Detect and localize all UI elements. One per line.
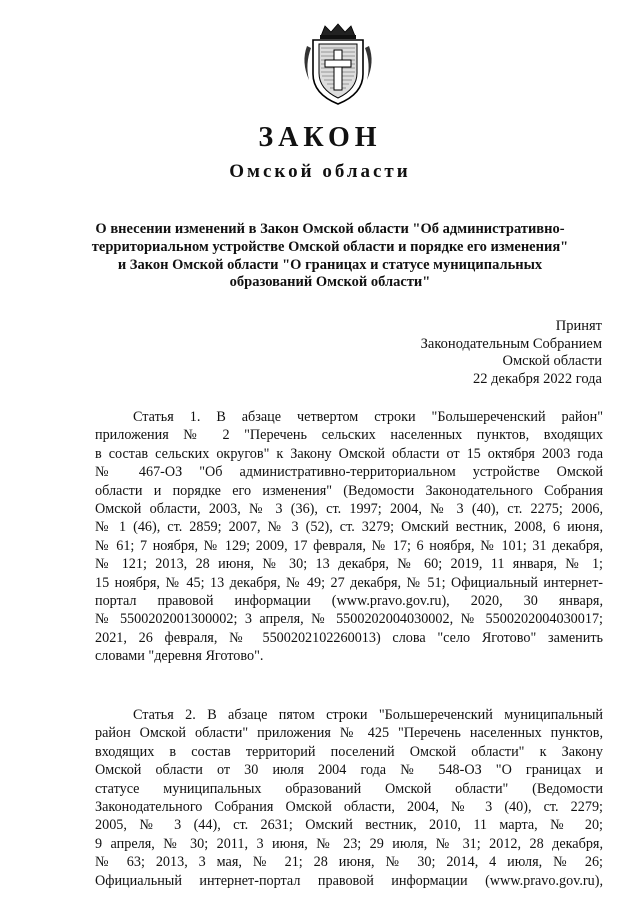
document-title: ЗАКОН [258, 122, 382, 153]
adoption-date: 22 декабря 2022 года [473, 370, 602, 387]
law-heading [60, 221, 600, 292]
article-line: в состав сельских округов" к Закону Омской области от 15 октября 2003 года [95, 445, 603, 462]
heading-line: О внесении изменений в Закон Омской области "Об административно- [95, 221, 565, 237]
omsk-coat-of-arms-icon [299, 22, 377, 106]
article-line: Законодательного Собрания Омской области, 2004, № 3 (40), ст. 2279; [95, 799, 603, 816]
article-2 [95, 706, 603, 890]
heading-line: территориальном устройстве Омской области и порядке его изменения" [91, 238, 569, 255]
article-line: 2021, 26 февраля, № 5500202102260013) слова "село Яготово" заменить [95, 629, 603, 646]
article-line: 9 апреля, № 30; 2011, 3 июня, № 23; 29 июля, № 31; 2012, 28 декабря, [95, 835, 603, 852]
article-line: Омской области от 30 июля 2004 года № 548-ОЗ "О границах и [95, 762, 603, 779]
article-line: № 63; 2013, 3 мая, № 21; 28 июня, № 30; 2014, 4 июля, № 26; [95, 854, 603, 871]
article-line: статусе муниципальных образований Омской области" (Ведомости [95, 780, 603, 797]
article-line: № 5500202001300002; 3 апреля, № 5500202004030002, № 5500202004030017; [95, 611, 603, 628]
article-line: портал правовой информации (www.pravo.gov.ru), 2020, 30 января, [95, 593, 603, 610]
article-line: Официальный интернет-портал правовой информации (www.pravo.gov.ru), [95, 872, 603, 889]
article-line: № 1 (46), ст. 2859; 2007, № 3 (52), ст. 3279; Омский вестник, 2008, 6 июня, [95, 519, 603, 536]
article-line: словами "деревня Яготово". [95, 648, 264, 665]
adoption-line: Законодательным Собранием [420, 335, 602, 352]
article-line: Статья 1. В абзаце четвертом строки "Большереченский район" [133, 409, 603, 425]
article-line: Статья 2. В абзаце пятом строки "Большереченский муниципальный [133, 707, 603, 723]
article-line: 15 ноября, № 45; 13 декабря, № 49; 27 декабря, № 51; Официальный интернет- [95, 574, 603, 591]
article-line: приложения № 2 "Перечень сельских населенных пунктов, входящих [95, 427, 603, 444]
adoption-line: Омской области [502, 353, 602, 369]
adoption-line: Принят [555, 318, 602, 334]
article-line: Омской области, 2003, № 3 (36), ст. 1997; 2004, № 3 (40), ст. 2275; 2006, [95, 501, 603, 518]
article-1 [95, 408, 603, 666]
article-line: район Омской области" приложения № 425 "Перечень населенных пунктов, [95, 725, 603, 742]
article-line: № 121; 2013, 28 июня, № 30; 13 декабря, № 60; 2019, 11 января, № 1; [95, 556, 603, 573]
article-line: № 467-ОЗ "Об административно-территориальном устройстве Омской [95, 464, 603, 481]
heading-line: и Закон Омской области "О границах и статусе муниципальных [117, 256, 543, 273]
article-line: 2005, № 3 (44), ст. 2631; Омский вестник, 2010, 11 марта, № 20; [95, 817, 603, 834]
heading-line: образований Омской области" [229, 274, 431, 291]
document-subtitle: Омской области [229, 161, 411, 182]
article-line: № 61; 7 ноября, № 129; 2009, 17 февраля, № 17; 6 ноября, № 101; 31 декабря, [95, 537, 603, 554]
article-line: входящих в состав территорий поселений Омской области" к Закону [95, 743, 603, 760]
adoption-block [421, 318, 602, 388]
article-line: области и порядке его изменения" (Ведомости Законодательного Собрания [95, 482, 603, 499]
